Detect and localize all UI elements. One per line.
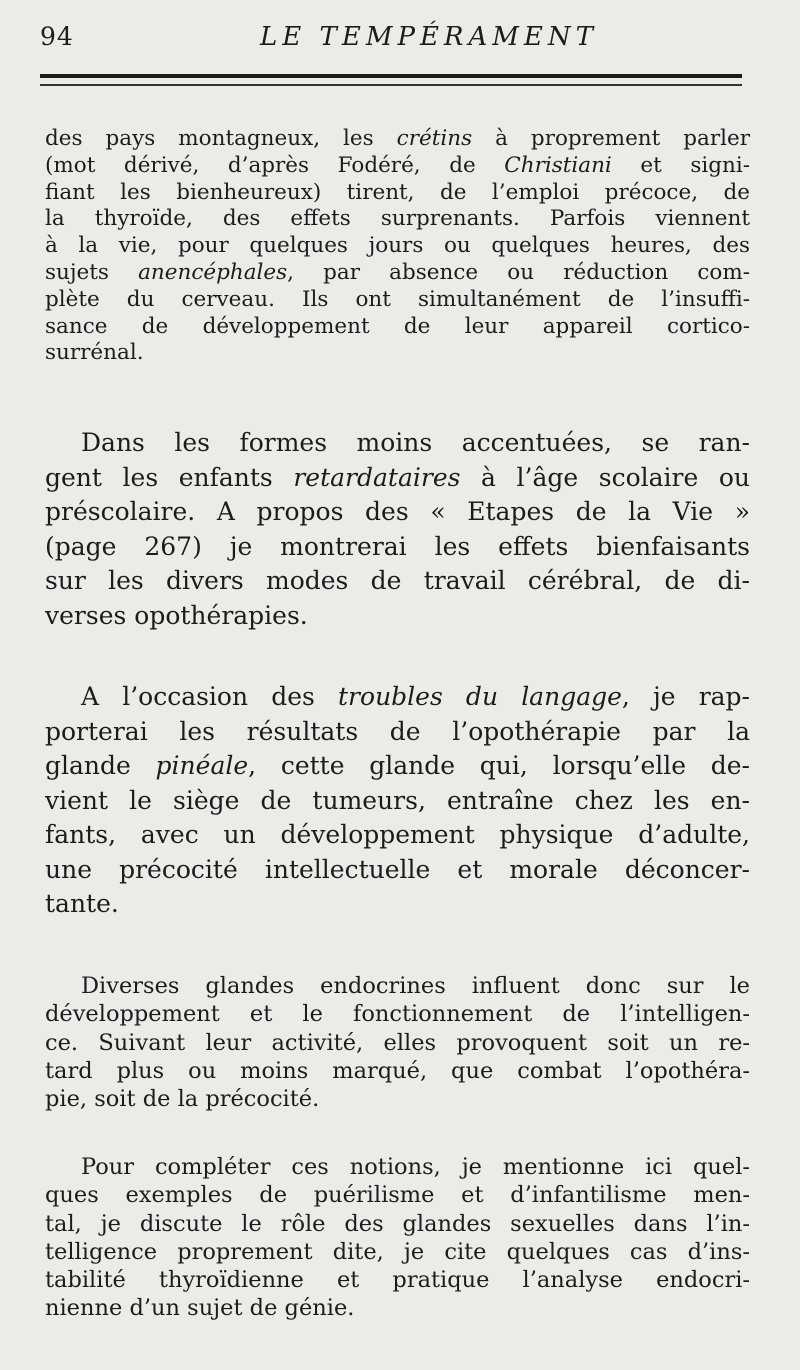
text-line: une précocité intellectuelle et morale déconcer- bbox=[45, 854, 750, 884]
paragraph-langage bbox=[45, 680, 750, 922]
text-line: des pays montagneux, les crétins à proprement parler bbox=[45, 126, 751, 151]
text-line: tard plus ou moins marqué, que combat l’opothéra- bbox=[45, 1057, 750, 1084]
paragraph-cretins bbox=[45, 126, 750, 367]
text-line: sujets anencéphales, par absence ou réduction com- bbox=[45, 259, 751, 285]
text-line: tabilité thyroïdienne et pratique l’analyse endocri- bbox=[45, 1267, 750, 1294]
text-line: porterai les résultats de l’opothérapie par la bbox=[45, 716, 750, 746]
text-line: ques exemples de puérilisme et d’infantilisme men- bbox=[45, 1182, 750, 1209]
text-line: Diverses glandes endocrines influent donc sur le bbox=[81, 973, 750, 999]
text-line: fants, avec un développement physique d’adulte, bbox=[45, 820, 750, 849]
page-header bbox=[40, 22, 760, 56]
text-line: verses opothérapies. bbox=[45, 600, 308, 630]
text-line: tante. bbox=[45, 889, 119, 918]
page-number: 94 bbox=[40, 22, 74, 51]
text-line: la thyroïde, des effets surprenants. Parfois viennent bbox=[45, 206, 750, 232]
text-line: Dans les formes moins accentuées, se ran- bbox=[81, 428, 750, 457]
paragraph-notions bbox=[45, 1153, 750, 1323]
text-line: plète du cerveau. Ils ont simultanément de l’insuffi- bbox=[45, 286, 750, 312]
header-rule-thick bbox=[40, 74, 742, 78]
header-rule-thin bbox=[40, 84, 742, 86]
text-line: fiant les bienheureux) tirent, de l’emploi précoce, de bbox=[45, 179, 750, 205]
text-line: ce. Suivant leur activité, elles provoquent soit un re- bbox=[45, 1029, 750, 1056]
text-line: A l’occasion des troubles du langage, je rap- bbox=[81, 682, 751, 711]
text-line: nienne d’un sujet de génie. bbox=[45, 1295, 355, 1322]
running-title: LE TEMPÉRAMENT bbox=[260, 22, 598, 52]
text-line: Pour compléter ces notions, je mentionne ici quel- bbox=[81, 1154, 750, 1180]
text-line: préscolaire. A propos des « Etapes de la Vie » bbox=[45, 497, 750, 526]
text-line: tal, je discute le rôle des glandes sexuelles dans l’in- bbox=[45, 1210, 750, 1237]
text-line: développement et le fonctionnement de l’intelligen- bbox=[45, 1001, 750, 1028]
text-line: surrénal. bbox=[45, 340, 144, 366]
text-line: à la vie, pour quelques jours ou quelques heures, des bbox=[45, 233, 750, 259]
text-line: telligence proprement dite, je cite quelques cas d’ins- bbox=[45, 1238, 750, 1265]
paragraph-retardataires bbox=[45, 426, 750, 633]
text-line: (page 267) je montrerai les effets bienfaisants bbox=[45, 531, 750, 561]
paragraph-glandes-endocrines bbox=[45, 972, 750, 1113]
text-line: gent les enfants retardataires à l’âge scolaire ou bbox=[45, 462, 751, 492]
text-line: (mot dérivé, d’après Fodéré, de Christiani et signi- bbox=[45, 152, 750, 178]
text-line: pie, soit de la précocité. bbox=[45, 1086, 320, 1113]
text-line: glande pinéale, cette glande qui, lorsqu’elle de- bbox=[45, 751, 751, 780]
text-line: sur les divers modes de travail cérébral, de di- bbox=[45, 566, 750, 595]
text-line: sance de développement de leur appareil cortico- bbox=[45, 313, 750, 339]
text-line: vient le siège de tumeurs, entraîne chez les en- bbox=[45, 785, 750, 815]
